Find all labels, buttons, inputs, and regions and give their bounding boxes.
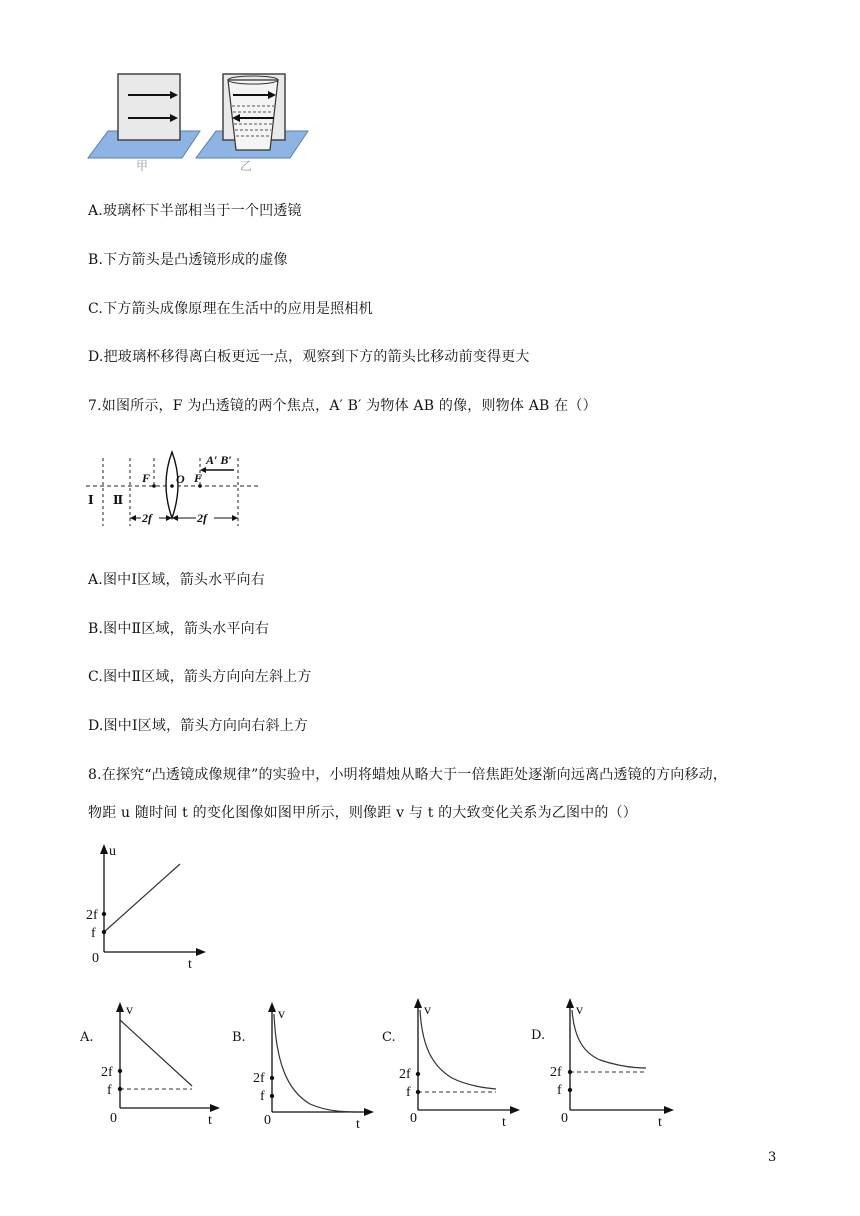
v-axis-label: v: [424, 1003, 431, 1018]
label-o: O: [176, 472, 185, 486]
t-axis-label: t: [208, 1113, 212, 1128]
label-2f-right: 2f: [197, 511, 207, 525]
glass-of-water: [228, 76, 278, 150]
q7-option-b: B.图中Ⅱ区域，箭头水平向右: [88, 621, 270, 637]
curve-a: [120, 1020, 192, 1086]
tick-f-label: f: [406, 1085, 411, 1100]
v-axis-label: v: [576, 1003, 583, 1018]
curve-d: [572, 1010, 646, 1068]
q6-option-c: C.下方箭头成像原理在生活中的应用是照相机: [88, 301, 373, 317]
u-line: [104, 864, 180, 932]
q8-option-a-letter: A.: [80, 1030, 94, 1045]
q8-option-c-letter: C.: [382, 1030, 396, 1045]
t-axis-label: t: [658, 1115, 662, 1128]
q6-option-d: D.把玻璃杯移得离白板更远一点，观察到下方的箭头比移动前变得更大: [88, 349, 530, 365]
origin-label: 0: [410, 1111, 417, 1126]
graph-option-a: [100, 1000, 225, 1128]
q6-option-a: A.玻璃杯下半部相当于一个凹透镜: [88, 203, 302, 219]
graph-option-d: [548, 996, 678, 1128]
left-whiteboard: [118, 74, 180, 140]
q8-stem-line2: 物距 u 随时间 t 的变化图像如图甲所示，则像距 v 与 t 的大致变化关系为乙图中的（）: [88, 805, 637, 821]
tick-f-label: f: [557, 1083, 562, 1098]
q7-stem: 7.如图所示，F 为凸透镜的两个焦点，A′ B′ 为物体 AB 的像，则物体 AB 在（）: [88, 398, 597, 414]
q8-option-b-letter: B.: [232, 1030, 246, 1045]
label-region-2: Ⅱ: [113, 493, 124, 507]
label-f-left: F: [142, 471, 151, 485]
curve-c: [420, 1010, 496, 1089]
u-axis-label: u: [109, 844, 116, 859]
origin-label: 0: [561, 1111, 568, 1126]
label-jia: 甲: [136, 159, 149, 173]
origin-label: 0: [92, 951, 99, 966]
label-2f-left: 2f: [142, 511, 152, 525]
label-region-1: Ⅰ: [88, 493, 94, 507]
q8-stem-line1: 8.在探究“凸透镜成像规律”的实验中，小明将蜡烛从略大于一倍焦距处逐渐向远离凸透镜的方向移动，: [88, 767, 728, 783]
origin-label: 0: [264, 1113, 271, 1128]
tick-f-label: f: [91, 926, 96, 941]
label-image-ab: A′ B′: [206, 453, 232, 467]
graph-option-c: [396, 996, 521, 1128]
tick-2f-label: 2f: [253, 1071, 265, 1086]
page-number: 3: [768, 1150, 777, 1165]
figure-lens-regions: [86, 446, 261, 532]
figure-whiteboard-glass: [80, 66, 330, 176]
tick-f-label: f: [260, 1089, 265, 1104]
t-axis-label: t: [188, 957, 192, 970]
q7-option-c: C.图中Ⅱ区域，箭头方向向左斜上方: [88, 669, 312, 685]
tick-2f-label: 2f: [86, 908, 98, 923]
curve-b: [274, 1014, 362, 1112]
label-f-right: F: [194, 471, 203, 485]
q7-option-a: A.图中Ⅰ区域，箭头水平向右: [88, 572, 265, 588]
tick-2f-label: 2f: [550, 1065, 562, 1080]
v-axis-label: v: [126, 1003, 133, 1018]
origin-label: 0: [110, 1111, 117, 1126]
graph-u-vs-t: [86, 842, 206, 970]
tick-f-label: f: [107, 1083, 112, 1098]
graph-option-b: [250, 1000, 375, 1130]
label-yi: 乙: [240, 159, 253, 173]
q7-option-d: D.图中Ⅰ区域，箭头方向向右斜上方: [88, 718, 309, 734]
tick-2f-label: 2f: [101, 1065, 113, 1080]
v-axis-label: v: [278, 1007, 285, 1022]
tick-2f-label: 2f: [399, 1067, 411, 1082]
q8-option-d-letter: D.: [531, 1028, 546, 1043]
t-axis-label: t: [356, 1117, 360, 1130]
q6-option-b: B.下方箭头是凸透镜形成的虚像: [88, 252, 288, 268]
t-axis-label: t: [502, 1115, 506, 1128]
